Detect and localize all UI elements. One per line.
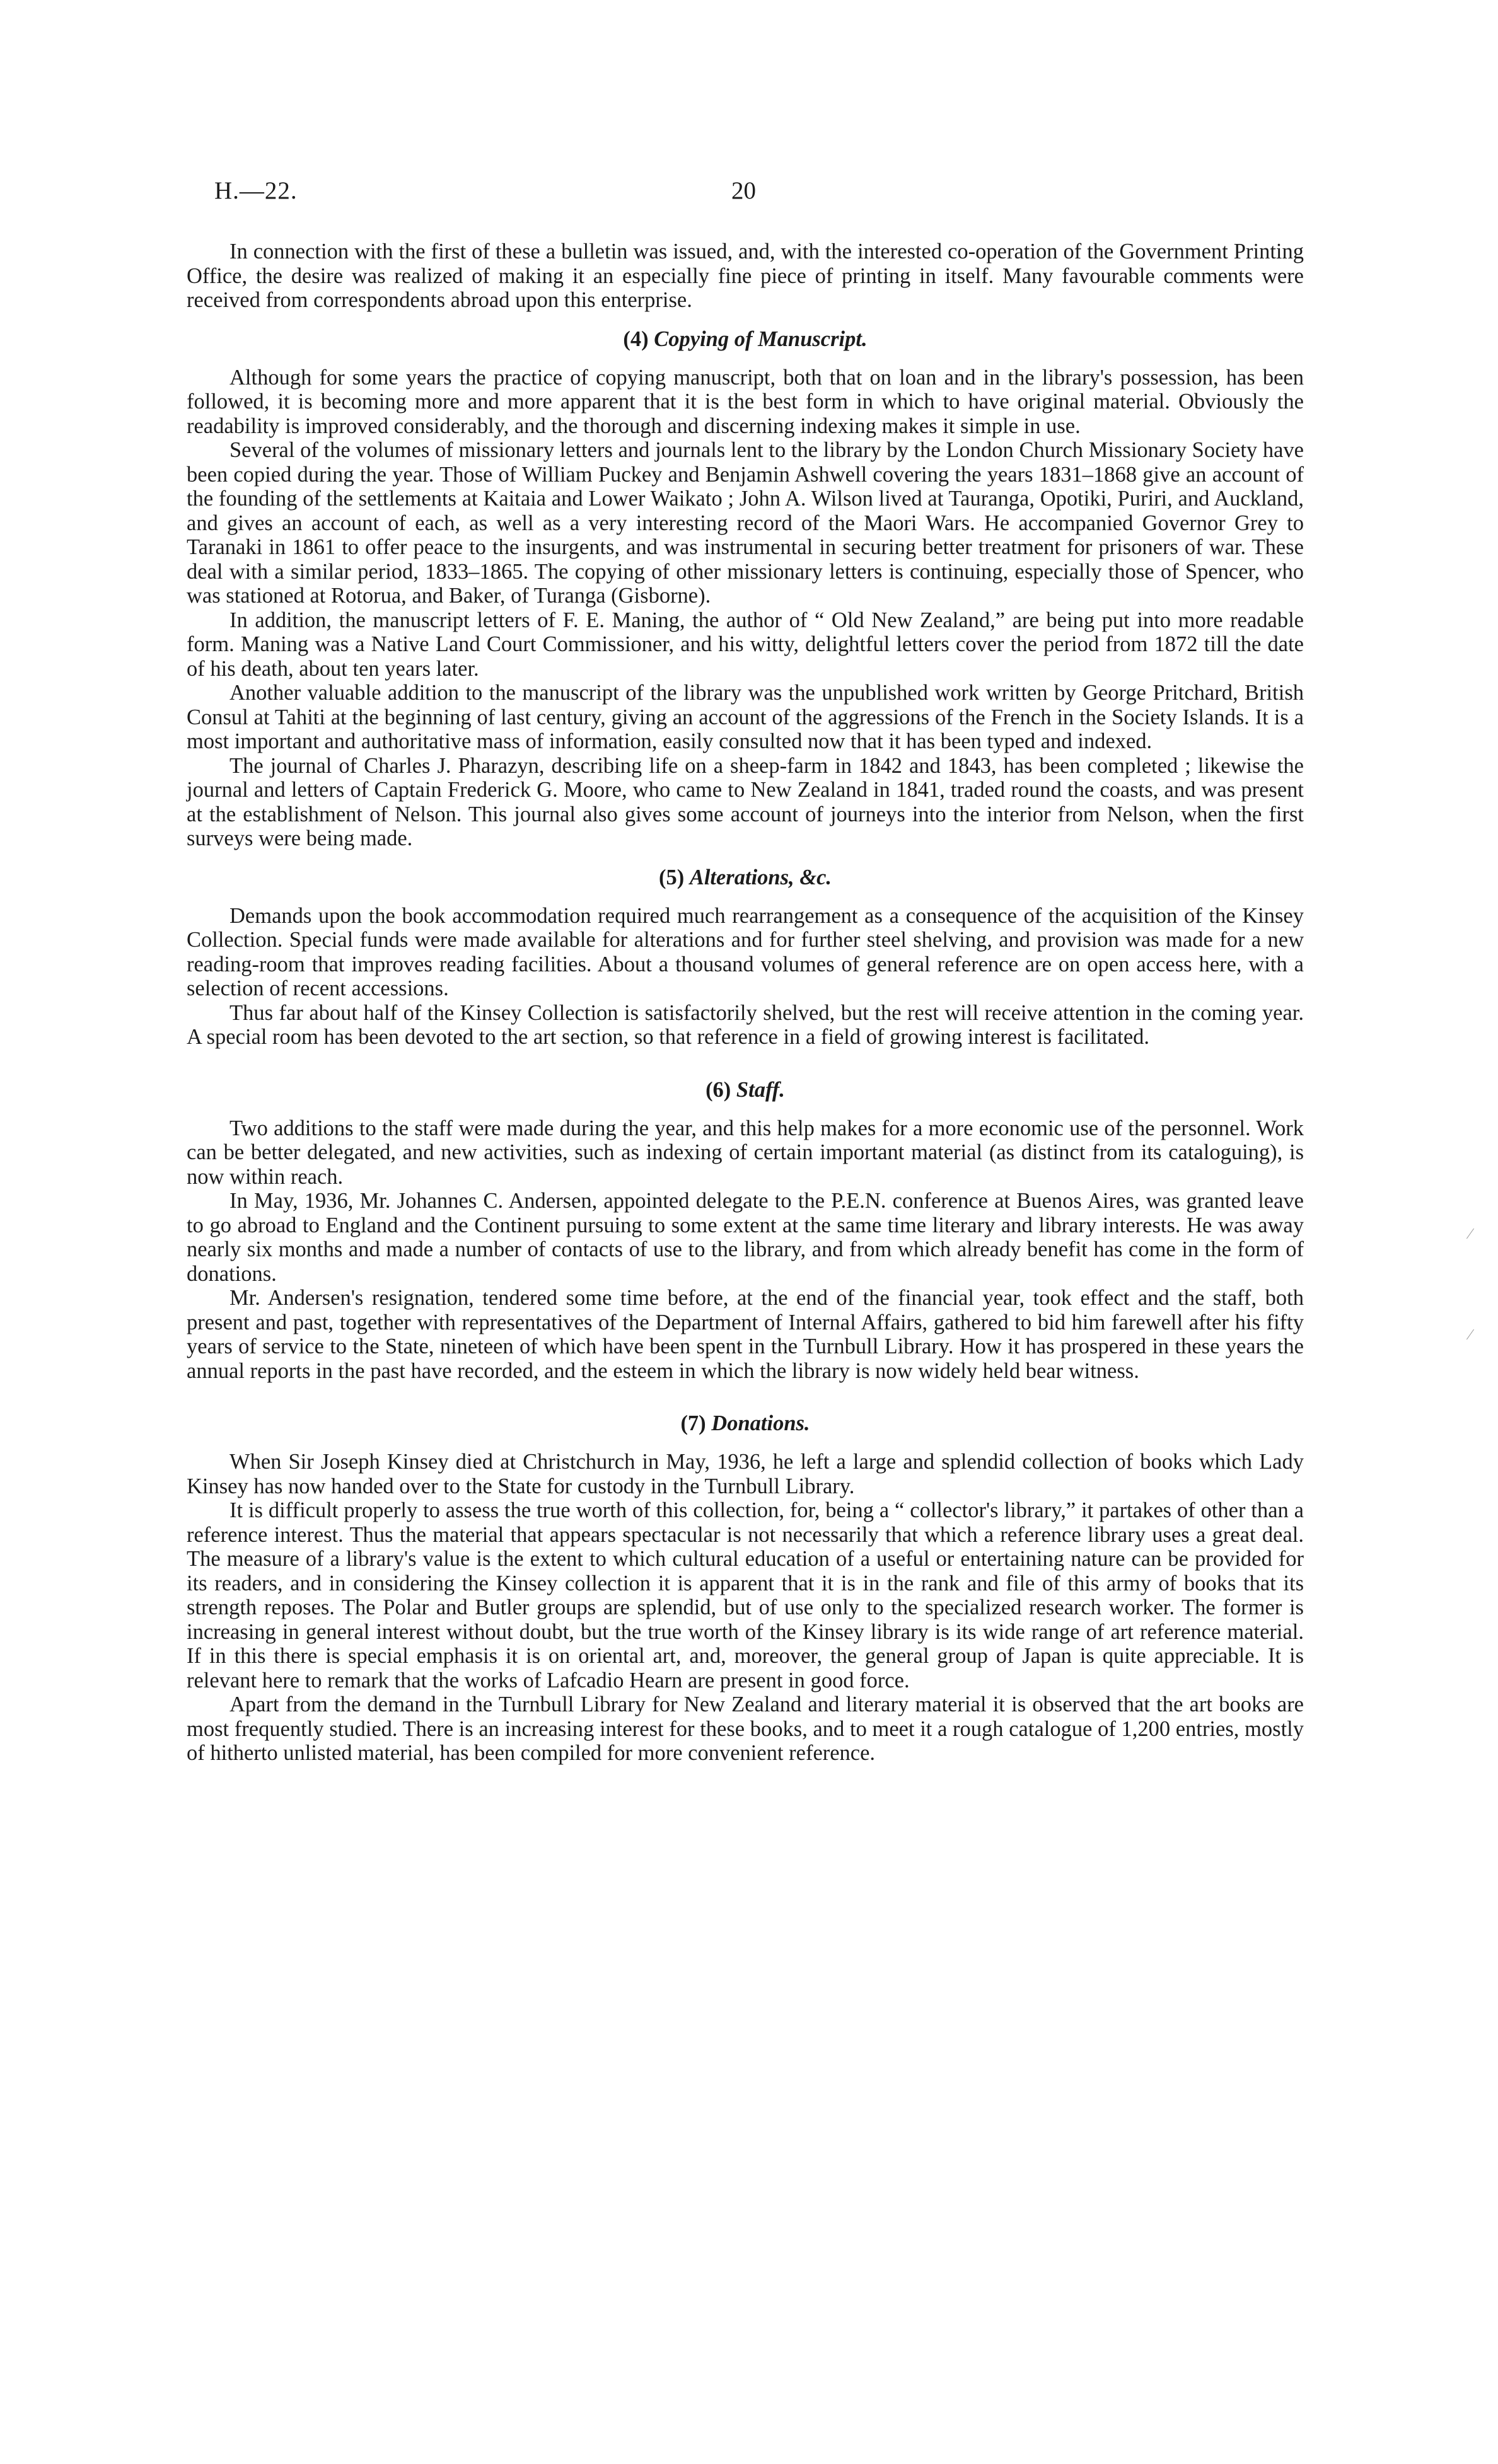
section-heading-alterations	[187, 865, 1304, 890]
document-page	[187, 176, 1304, 1766]
paragraph: When Sir Joseph Kinsey died at Christchurch in May, 1936, he left a large and splendid collection of books which Lady Kinsey has now handed over to the State for custody in the Turnbull Library.	[187, 1450, 1304, 1498]
paragraph: Although for some years the practice of copying manuscript, both that on loan and in the library's possession, has been followed, it is becoming more and more apparent that it is the best form in which to have original material. Obviously the readability is improved considerably, and the thorough and discerning indexing makes it simple in use.	[187, 365, 1304, 438]
paragraph: Demands upon the book accommodation required much rearrangement as a consequence of the acquisition of the Kinsey Collection. Special funds were made available for alterations and for further steel shelving, and provision was made for a new reading-room that improves reading facilities. About a thousand volumes of general reference are on open access here, with a selection of recent accessions.	[187, 903, 1304, 1000]
paragraph: The journal of Charles J. Pharazyn, describing life on a sheep-farm in 1842 and 1843, has been completed ; likewise the journal and letters of Captain Frederick G. Moore, who came to New Zealand in 1841, traded round the coasts, and was present at the establishment of Nelson. This journal also gives some account of journeys into the interior from Nelson, when the first surveys were being made.	[187, 753, 1304, 850]
paragraph: In addition, the manuscript letters of F. E. Maning, the author of “ Old New Zealand,” are being put into more readable form. Maning was a Native Land Court Commissioner, and his witty, delightful letters cover the period from 1872 till the date of his death, about ten years later.	[187, 608, 1304, 681]
section-heading-copying	[187, 327, 1304, 352]
paragraph: Another valuable addition to the manuscript of the library was the unpublished work written by George Pritchard, British Consul at Tahiti at the beginning of last century, giving an account of the aggressions of the French in the Society Islands. It is a most important and authoritative mass of information, easily consulted now that it has been typed and indexed.	[187, 681, 1304, 753]
section-title: Donations.	[711, 1411, 810, 1435]
section-title: Alterations, &c.	[689, 865, 832, 889]
scan-margin-mark: ⁄	[1469, 1226, 1472, 1242]
section-title: Copying of Manuscript.	[654, 327, 868, 351]
section-number: (4)	[623, 327, 649, 351]
paragraph: Two additions to the staff were made during the year, and this help makes for a more economic use of the personnel. Work can be better delegated, and new activities, such as indexing of certain important material (as distinct from its cataloguing), is now within reach.	[187, 1116, 1304, 1189]
section-heading-staff	[187, 1077, 1304, 1102]
paragraph: Mr. Andersen's resignation, tendered some time before, at the end of the financial year, took effect and the staff, both present and past, together with representatives of the Department of Internal Affairs, gathered to bid him farewell after his fifty years of service to the State, nineteen of which have been spent in the Turnbull Library. How it has prospered in these years the annual reports in the past have recorded, and the esteem in which the library is now widely held bear witness.	[187, 1286, 1304, 1383]
document-reference: H.—22.	[214, 177, 298, 204]
section-number: (6)	[705, 1077, 731, 1102]
paragraph: In connection with the first of these a bulletin was issued, and, with the interested co-operation of the Government Printing Office, the desire was realized of making it an especially fine piece of printing in itself. Many favourable comments were received from correspondents abroad upon this enterprise.	[187, 240, 1304, 312]
paragraph: It is difficult properly to assess the true worth of this collection, for, being a “ collector's library,” it partakes of other than a reference interest. Thus the material that appears spectacular is not necessarily that which a reference library uses a great deal. The measure of a library's value is the extent to which cultural education of a useful or entertaining nature can be provided for its readers, and in considering the Kinsey collection it is apparent that it is in the rank and file of this army of books that its strength reposes. The Polar and Butler groups are splendid, but of use only to the specialized research worker. The former is increasing in general interest without doubt, but the true worth of the Kinsey library is its wide range of art reference material. If in this there is special emphasis it is on oriental art, and, moreover, the general group of Japan is quite appreciable. It is relevant here to remark that the works of Lafcadio Hearn are present in good force.	[187, 1498, 1304, 1692]
section-number: (5)	[658, 865, 685, 889]
paragraph: Apart from the demand in the Turnbull Library for New Zealand and literary material it is observed that the art books are most frequently studied. There is an increasing interest for these books, and to meet it a rough catalogue of 1,200 entries, mostly of hitherto unlisted material, has been compiled for more convenient reference.	[187, 1692, 1304, 1765]
paragraph: Thus far about half of the Kinsey Collection is satisfactorily shelved, but the rest will receive attention in the coming year. A special room has been devoted to the art section, so that reference in a field of growing interest is facilitated.	[187, 1000, 1304, 1049]
page-number: 20	[731, 177, 756, 204]
paragraph: In May, 1936, Mr. Johannes C. Andersen, appointed delegate to the P.E.N. conference at Buenos Aires, was granted leave to go abroad to England and the Continent pursuing to some extent at the same time literary and library interests. He was away nearly six months and made a number of contacts of use to the library, and from which already benefit has come in the form of donations.	[187, 1189, 1304, 1286]
section-number: (7)	[680, 1411, 706, 1435]
page-header	[187, 176, 1304, 214]
paragraph: Several of the volumes of missionary letters and journals lent to the library by the London Church Missionary Society have been copied during the year. Those of William Puckey and Benjamin Ashwell covering the years 1831–1868 give an account of the founding of the settlements at Kaitaia and Lower Waikato ; John A. Wilson lived at Tauranga, Opotiki, Puriri, and Auckland, and gives an account of each, as well as a very interesting record of the Maori Wars. He accompanied Governor Grey to Taranaki in 1861 to offer peace to the insurgents, and was instrumental in securing better treatment for prisoners of war. These deal with a similar period, 1833–1865. The copying of other missionary letters is continuing, especially those of Spencer, who was stationed at Rotorua, and Baker, of Turanga (Gisborne).	[187, 438, 1304, 608]
scan-margin-mark: ⁄	[1469, 1327, 1472, 1343]
section-heading-donations	[187, 1411, 1304, 1436]
section-title: Staff.	[736, 1077, 785, 1102]
document-body	[187, 240, 1304, 1766]
